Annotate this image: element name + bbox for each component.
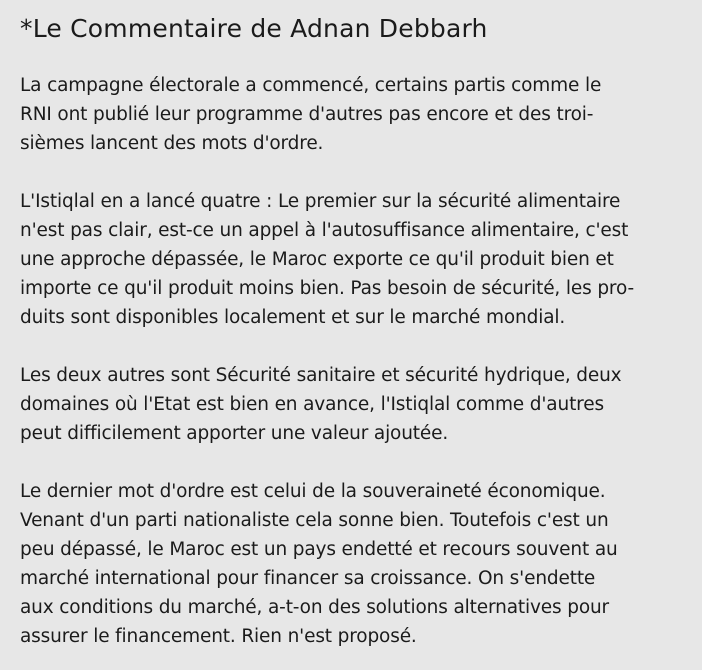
text-line: domaines où l'Etat est bien en avance, l'Istiqlal comme d'autres	[20, 394, 604, 415]
text-line: une approche dépassée, le Maroc exporte ce qu'il produit bien et	[20, 249, 614, 270]
text-line: peu dépassé, le Maroc est un pays endetté et recours souvent au	[20, 539, 618, 560]
text-line: RNI ont publié leur programme d'autres pas encore et des troi-	[20, 104, 594, 125]
paragraph-4	[20, 477, 684, 651]
text-line: sièmes lancent des mots d'ordre.	[20, 133, 324, 154]
text-line: assurer le financement. Rien n'est proposé.	[20, 626, 417, 647]
text-line: marché international pour financer sa croissance. On s'endette	[20, 568, 596, 589]
text-line: importe ce qu'il produit moins bien. Pas besoin de sécurité, les pro-	[20, 278, 635, 299]
text-line: L'Istiqlal en a lancé quatre : Le premier sur la sécurité alimentaire	[20, 191, 621, 212]
text-line: duits sont disponibles localement et sur le marché mondial.	[20, 307, 566, 328]
text-line: peut difficilement apporter une valeur ajoutée.	[20, 423, 449, 444]
text-line: Venant d'un parti nationaliste cela sonne bien. Toutefois c'est un	[20, 510, 609, 531]
article-title: *Le Commentaire de Adnan Debbarh	[20, 14, 488, 43]
text-line: n'est pas clair, est-ce un appel à l'autosuffisance alimentaire, c'est	[20, 220, 629, 241]
text-line: aux conditions du marché, a-t-on des solutions alternatives pour	[20, 597, 610, 618]
text-line: Le dernier mot d'ordre est celui de la souveraineté économique.	[20, 481, 606, 502]
paragraph-2	[20, 187, 684, 332]
text-line: La campagne électorale a commencé, certains partis comme le	[20, 75, 602, 96]
paragraph-1	[20, 71, 684, 158]
paragraph-3	[20, 361, 684, 448]
text-line: Les deux autres sont Sécurité sanitaire et sécurité hydrique, deux	[20, 365, 622, 386]
